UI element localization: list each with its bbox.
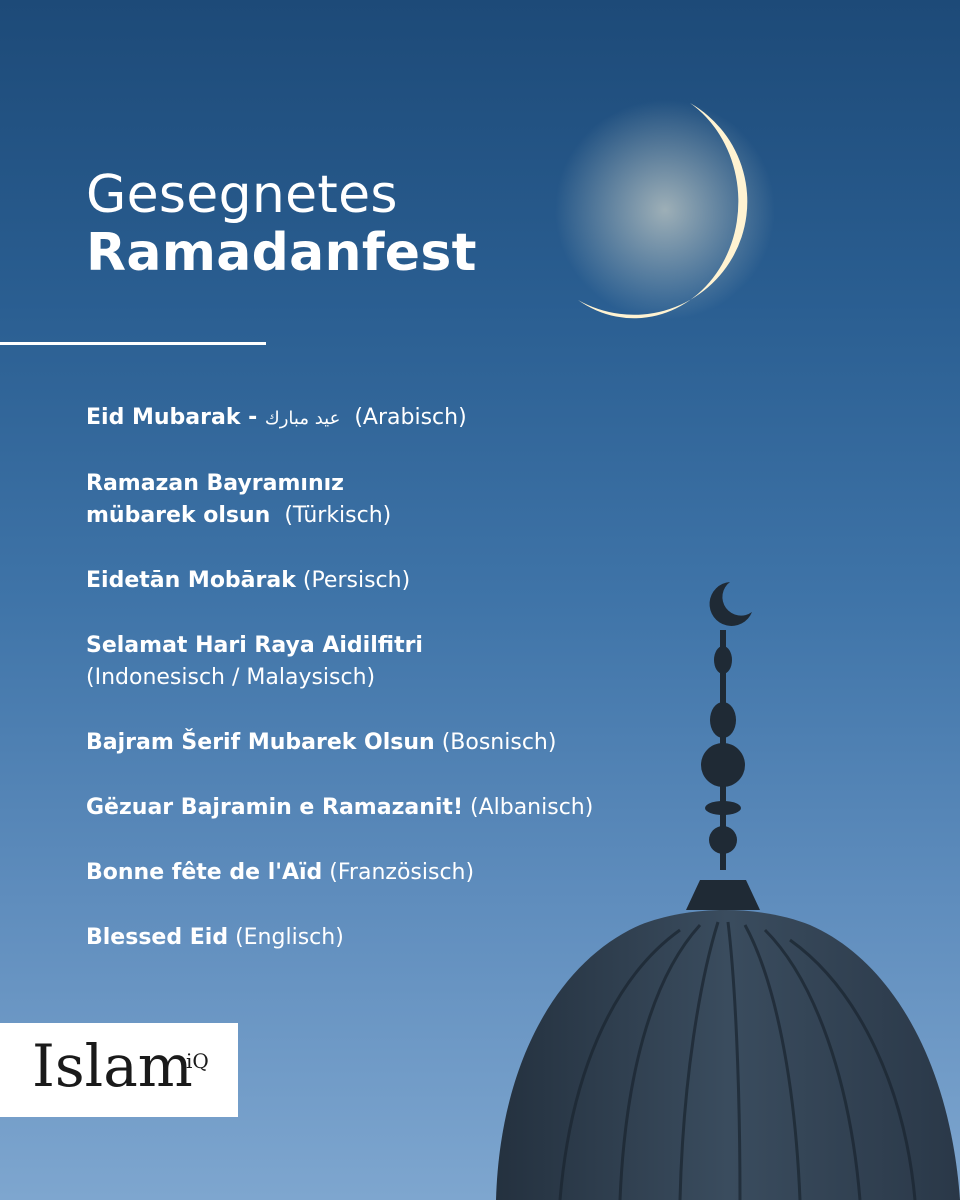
title-line-1: Gesegnetes bbox=[86, 165, 398, 225]
greeting-turkish bbox=[86, 468, 593, 532]
greeting-indonesian bbox=[86, 630, 593, 694]
page-title bbox=[86, 166, 477, 282]
greeting-native-script: عيد مبارك bbox=[264, 408, 341, 429]
greeting-phrase: Gëzuar Bajramin e Ramazanit! bbox=[86, 795, 463, 820]
greeting-language: (Indonesisch / Malaysisch) bbox=[86, 665, 376, 690]
greeting-french bbox=[86, 857, 593, 889]
greeting-persian bbox=[86, 565, 593, 597]
greeting-language: (Französisch) bbox=[329, 860, 475, 885]
greeting-phrase: Selamat Hari Raya Aidilfitri bbox=[86, 633, 423, 658]
greeting-phrase-line-1: Ramazan Bayramınız bbox=[86, 471, 344, 496]
greeting-english bbox=[86, 922, 593, 954]
greeting-language: (Persisch) bbox=[302, 568, 411, 593]
greeting-albanian bbox=[86, 792, 593, 824]
greeting-language: (Türkisch) bbox=[284, 503, 392, 528]
logo-superscript: iQ bbox=[186, 1049, 209, 1073]
title-divider bbox=[0, 342, 266, 345]
crescent-moon-icon bbox=[555, 100, 775, 320]
title-line-2: Ramadanfest bbox=[86, 223, 477, 284]
greeting-phrase: Blessed Eid bbox=[86, 925, 229, 950]
islamiq-logo bbox=[0, 1023, 238, 1117]
greeting-phrase: Bajram Šerif Mubarek Olsun bbox=[86, 730, 435, 755]
greeting-phrase: Bonne fête de l'Aïd bbox=[86, 860, 323, 885]
greeting-language: (Albanisch) bbox=[469, 795, 594, 820]
greeting-phrase-line-2: mübarek olsun bbox=[86, 503, 271, 528]
greeting-phrase: Eidetān Mobārak bbox=[86, 568, 296, 593]
greetings-list bbox=[86, 402, 593, 987]
greeting-phrase: Eid Mubarak - bbox=[86, 405, 265, 430]
greeting-language: (Englisch) bbox=[235, 925, 344, 950]
greeting-bosnian bbox=[86, 727, 593, 759]
logo-text: Islam bbox=[32, 1032, 193, 1100]
greeting-arabic bbox=[86, 402, 593, 435]
greeting-language: (Arabisch) bbox=[354, 405, 467, 430]
minaret-finial-icon bbox=[686, 582, 760, 910]
greeting-language: (Bosnisch) bbox=[441, 730, 557, 755]
